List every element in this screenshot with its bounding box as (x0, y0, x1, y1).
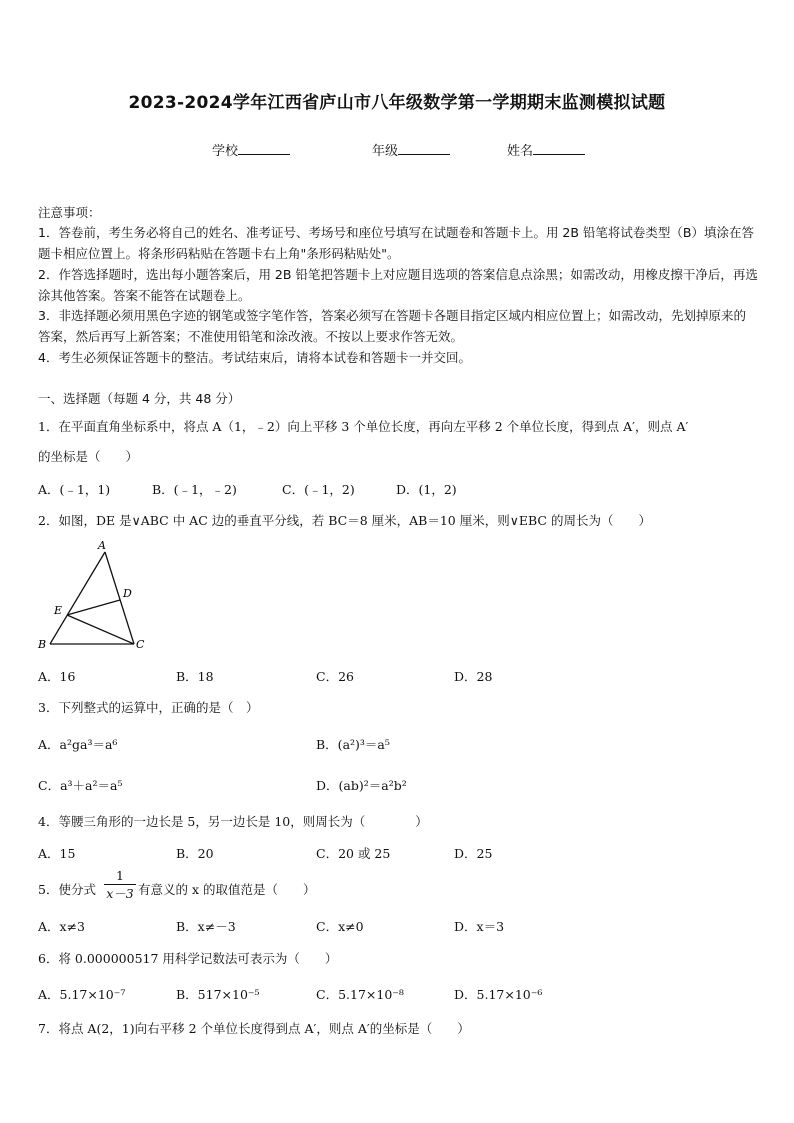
q5-frac-den: x－3 (106, 886, 134, 901)
q3-stem: 3．下列整式的运算中，正确的是（ ） (38, 700, 259, 715)
note-item: 4．考生必须保证答题卡的整洁。考试结束后，请将本试卷和答题卡一并交回。 (38, 350, 471, 365)
grade-label: 年级 (372, 144, 399, 159)
q1-line1: 1．在平面直角坐标系中，将点 A（1，﹣2）向上平移 3 个单位长度，再向左平移 2 个单位长度，得到点 A′，则点 A′ (38, 419, 689, 434)
q2-option-d: D．28 (454, 669, 493, 684)
label-d: D (123, 587, 132, 600)
q1-line2: 的坐标是（ ） (38, 449, 139, 464)
exam-title: 2023-2024学年江西省庐山市八年级数学第一学期期末监测模拟试题 (128, 93, 666, 113)
q3-option-b: B．(a²)³＝a⁵ (316, 737, 390, 752)
q3-option-c: C．a³＋a²＝a⁵ (38, 778, 123, 793)
q6-option-b: B．517×10⁻⁵ (176, 987, 260, 1002)
q5-stem-post: 有意义的 x 的取值范是（ ） (138, 882, 316, 897)
label-e: E (54, 604, 63, 617)
notes-heading: 注意事项： (38, 205, 101, 220)
school-field (212, 140, 290, 159)
q2-option-c: C．26 (316, 669, 354, 684)
q6-option-c: C．5.17×10⁻⁸ (316, 987, 404, 1002)
section-heading: 一、选择题（每题 4 分，共 48 分） (38, 391, 241, 406)
q5-stem-pre: 5．使分式 (38, 882, 96, 897)
q4-option-c: C．20 或 25 (316, 846, 391, 861)
q6-stem: 6．将 0.000000517 用科学记数法可表示为（ ） (38, 951, 338, 966)
triangle-figure (30, 538, 160, 656)
q6-option-d: D．5.17×10⁻⁶ (454, 987, 543, 1002)
name-blank (533, 142, 585, 155)
name-field (507, 140, 585, 159)
note-item: 2．作答选择题时，选出每小题答案后，用 2B 铅笔把答题卡上对应题目选项的答案信息点涂黑；如需改动，用橡皮擦干净后，再选涂其他答案。答案不能答在试题卷上。 (38, 267, 758, 303)
q1-option-a: A．(﹣1，1) (38, 482, 111, 497)
edge-ec (67, 615, 134, 644)
q3-option-d: D．(ab)²＝a²b² (316, 778, 407, 793)
school-label: 学校 (212, 144, 239, 159)
q4-stem: 4．等腰三角形的一边长是 5，另一边长是 10，则周长为（ ） (38, 814, 428, 829)
q1-option-d: D．(1，2) (396, 482, 457, 497)
label-b: B (38, 638, 47, 651)
q1-option-c: C．(﹣1，2) (282, 482, 355, 497)
q3-option-a: A．a²ga³＝a⁶ (38, 737, 118, 752)
q5-option-c: C．x≠0 (316, 919, 364, 934)
q2-option-a: A．16 (38, 669, 76, 684)
grade-field (372, 140, 450, 159)
q4-option-b: B．20 (176, 846, 214, 861)
q5-option-a: A．x≠3 (38, 919, 86, 934)
edge-ab (50, 552, 105, 644)
q5-option-d: D．x＝3 (454, 919, 505, 934)
q5-option-b: B．x≠－3 (176, 919, 236, 934)
grade-blank (398, 142, 450, 155)
school-blank (238, 142, 290, 155)
name-label: 姓名 (507, 144, 534, 159)
q4-option-d: D．25 (454, 846, 493, 861)
q5-frac-num: 1 (104, 868, 136, 885)
q2-stem: 2．如图，DE 是∨ABC 中 AC 边的垂直平分线，若 BC＝8 厘米，AB＝10 厘米，则∨EBC 的周长为（ ） (38, 513, 651, 528)
q7-stem: 7．将点 A(2，1)向右平移 2 个单位长度得到点 A′，则点 A′的坐标是（ ） (38, 1021, 470, 1036)
q2-option-b: B．18 (176, 669, 214, 684)
label-c: C (136, 638, 145, 651)
q6-option-a: A．5.17×10⁻⁷ (38, 987, 126, 1002)
note-item: 1．答卷前，考生务必将自己的姓名、准考证号、考场号和座位号填写在试题卷和答题卡上。用 2B 铅笔将试卷类型（B）填涂在答题卡相应位置上。将条形码粘贴在答题卡右上角"条形码粘贴处"。 (38, 225, 755, 261)
note-item: 3．非选择题必须用黑色字迹的钢笔或签字笔作答，答案必须写在答题卡各题目指定区域内相应位置上；如需改动，先划掉原来的答案，然后再写上新答案；不准使用铅笔和涂改液。不按以上要求作答无效。 (38, 308, 746, 344)
q4-option-a: A．15 (38, 846, 76, 861)
q5-fraction (104, 868, 136, 903)
q1-option-b: B．(﹣1，﹣2) (152, 482, 237, 497)
label-a: A (98, 539, 106, 552)
